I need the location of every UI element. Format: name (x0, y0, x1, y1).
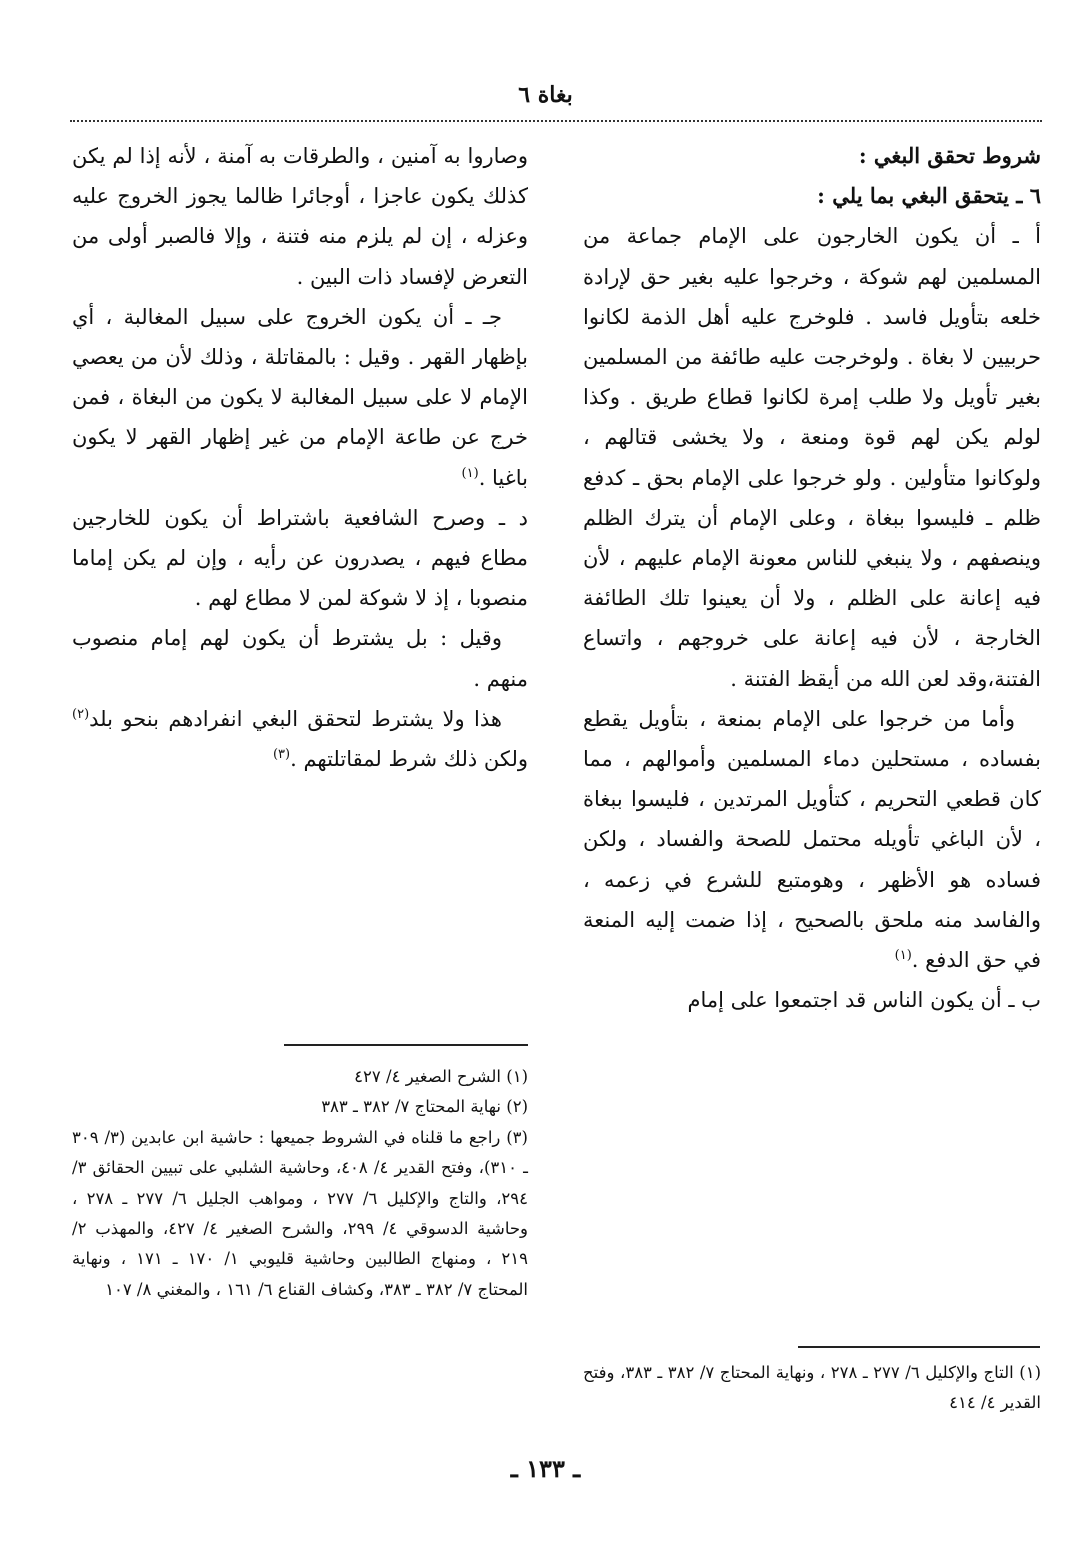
footnote-item: (٣) راجع ما قلناه في الشروط جميعها : حاشية ابن عابدين (٣/ ٣٠٩ ـ ٣١٠)، وفتح القدير ٤/ ٤٠٨، وحاشية الشلبي على تبيين الحقائق ٣/ ٢٩٤، والتاج والإكليل ٦/ ٢٧٧ ، ومواهب الجليل ٦/ ٢٧٧ ـ ٢٧٨ ، وحاشية الدسوقي ٤/ ٢٩٩، والشرح الصغير ٤/ ٤٢٧، والمهذب ٢/ ٢١٩ ، ومنهاج الطالبين وحاشية قليوبي ١/ ١٧٠ ـ ١٧١ ، ونهاية المحتاج ٧/ ٣٨٢ ـ ٣٨٣، وكشاف القناع ٦/ ١٦١ ، والمغني ٨/ ١٠٧ (72, 1127, 529, 1299)
footnote-divider-right (798, 1346, 1040, 1348)
paragraph-hadha (72, 699, 528, 779)
footnote-ref: (٢) (72, 706, 90, 722)
left-column (72, 136, 528, 779)
paragraph-d: د ـ وصرح الشافعية باشتراط أن يكون للخارجين مطاع فيهم ، يصدرون عن رأيه ، وإن لم يكن إماما منصوبا ، إذ لا شوكة لمن لا مطاع لهم . (72, 505, 528, 611)
footnote-item: (١) الشرح الصغير ٤/ ٤٢٧ (354, 1067, 528, 1086)
footnote-ref: (١) (461, 465, 479, 481)
section-subheading: ٦ ـ يتحقق البغي بما يلي : (817, 183, 1041, 209)
paragraph-qil: وقيل : بل يشترط أن يكون لهم إمام منصوب منهم . (72, 626, 528, 691)
paragraph-hadha-text-2: ولكن ذلك شرط لمقاتلتهم . (290, 747, 528, 772)
running-header: بغاة ٦ (518, 82, 573, 108)
footnotes-left (72, 1062, 528, 1305)
paragraph-c-text: جـ ـ أن يكون الخروج على سبيل المغالبة ، أي بإظهار القهر . وقيل : بالمقاتلة ، وذلك لأن من يعصي الإمام لا على سبيل المغالبة لا يكون من البغاة ، فمن خرج عن طاعة الإمام من غير إظهار القهر لا يكون باغيا . (72, 304, 528, 490)
section-heading: شروط تحقق البغي : (858, 143, 1041, 168)
paragraph-continuation: وصاروا به آمنين ، والطرقات به آمنة ، لأنه إذا لم يكن كذلك يكون عاجزا ، أوجائرا ظالما يجوز الخروج عليه وعزله ، إن لم يلزم منه فتنة ، وإلا فالصبر أولى من التعرض لإفساد ذات البين . (72, 144, 528, 289)
footnotes-right (583, 1358, 1041, 1419)
paragraph-hadha-text-1: هذا ولا يشترط لتحقق البغي انفرادهم بنحو بلد (89, 706, 502, 731)
paragraph-a: أ ـ أن يكون الخارجون على الإمام جماعة من المسلمين لهم شوكة ، وخرجوا عليه بغير حق لإرادة خلعه بتأويل فاسد . فلوخرج عليه أهل الذمة لكانوا حربيين لا بغاة . ولوخرجت عليه طائفة من المسلمين بغير تأويل ولا طلب إمرة لكانوا قطاع طريق . وكذا لولم يكن لهم قوة ومنعة ، ولا يخشى قتالهم ، ولوكانوا متأولين . ولو خرجوا على الإمام بحق ـ كدفع ظلم ـ فليسوا ببغاة ، وعلى الإمام أن يترك الظلم وينصفهم ، ولا ينبغي للناس معونة الإمام عليهم ، لأن فيه إعانة على الظلم ، ولا أن يعينوا تلك الطائفة الخارجة ، لأن فيه إعانة على خروجهم ، واتساع الفتنة،وقد لعن الله من أيقظ الفتنة . (583, 224, 1041, 691)
footnote-divider-left (284, 1044, 528, 1046)
right-column (583, 136, 1041, 1020)
header-dotted-rule (70, 120, 1042, 122)
footnote-ref: (٣) (272, 747, 291, 763)
footnote-item: (١) التاج والإكليل ٦/ ٢٧٧ ـ ٢٧٨ ، ونهاية المحتاج ٧/ ٣٨٢ ـ ٣٨٣، وفتح القدير ٤/ ٤١٤ (583, 1363, 1041, 1413)
footnote-ref: (١) (894, 948, 912, 964)
paragraph-c (72, 297, 528, 498)
footnote-item: (٢) نهاية المحتاج ٧/ ٣٨٢ ـ ٣٨٣ (321, 1097, 528, 1117)
paragraph-b: ب ـ أن يكون الناس قد اجتمعوا على إمام (687, 988, 1041, 1013)
page-number: ـ ١٣٣ ـ (510, 1454, 581, 1483)
paragraph-tawil-text: وأما من خرجوا على الإمام بمنعة ، بتأويل يقطع بفساده ، مستحلين دماء المسلمين وأموالهم ، مما كان قطعي التحريم ، كتأويل المرتدين ، فليسوا ببغاة ، لأن الباغي تأويله محتمل للصحة والفساد ، ولكن فساده هو الأظهر ، وهومتبع للشرع في زعمه ، والفاسد منه ملحق بالصحيح ، إذا ضمت إليه المنعة في حق الدفع . (583, 706, 1041, 973)
paragraph-tawil (583, 699, 1041, 980)
